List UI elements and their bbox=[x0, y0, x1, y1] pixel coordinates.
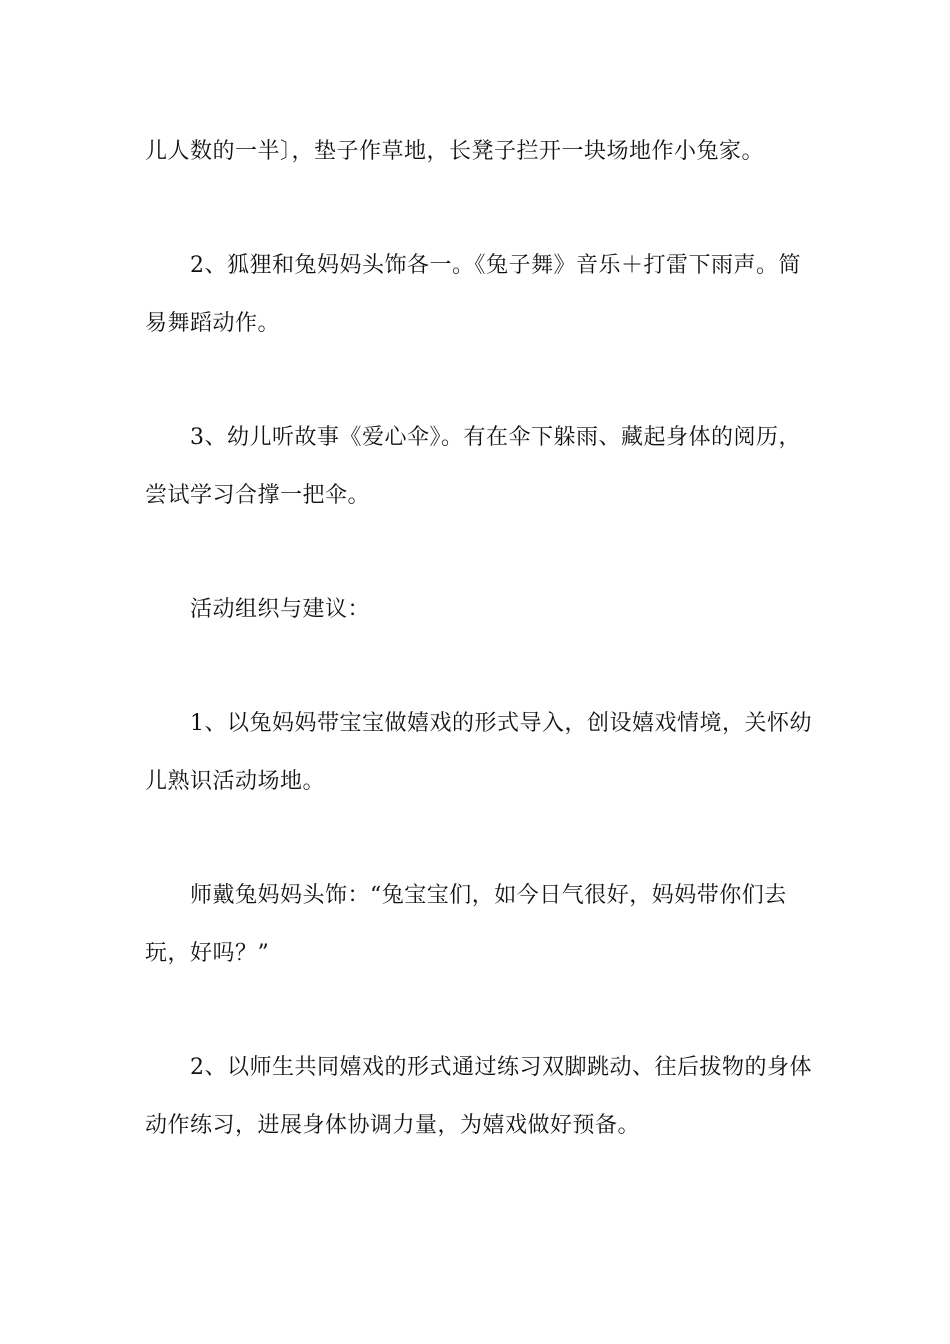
paragraph-materials-continued: 儿人数的一半〕，垫子作草地，长凳子拦开一块场地作小兔家。 bbox=[145, 139, 765, 164]
paragraph-item-2-line-2: 易舞蹈动作。 bbox=[145, 311, 281, 336]
paragraph-step-1-line-2: 儿熟识活动场地。 bbox=[145, 769, 326, 794]
paragraph-step-2-line-1: 2、以师生共同嬉戏的形式通过练习双脚跳动、往后拔物的身体 bbox=[190, 1055, 812, 1080]
paragraph-teacher-quote-line-1: 师戴兔妈妈头饰：“兔宝宝们，如今日气很好，妈妈带你们去 bbox=[190, 883, 787, 908]
paragraph-item-3-line-2: 尝试学习合撑一把伞。 bbox=[145, 483, 371, 508]
paragraph-teacher-quote-line-2: 玩，好吗？” bbox=[145, 941, 270, 966]
paragraph-item-3-line-1: 3、幼儿听故事《爱心伞》。有在伞下躲雨、藏起身体的阅历， bbox=[190, 425, 801, 450]
paragraph-item-2-line-1: 2、狐狸和兔妈妈头饰各一。《兔子舞》音乐＋打雷下雨声。简 bbox=[190, 253, 801, 278]
paragraph-step-1-line-1: 1、以兔妈妈带宝宝做嬉戏的形式导入，创设嬉戏情境，关怀幼 bbox=[190, 711, 812, 736]
section-heading-activity-organization: 活动组织与建议： bbox=[190, 597, 371, 622]
paragraph-step-2-line-2: 动作练习，进展身体协调力量，为嬉戏做好预备。 bbox=[145, 1113, 641, 1138]
